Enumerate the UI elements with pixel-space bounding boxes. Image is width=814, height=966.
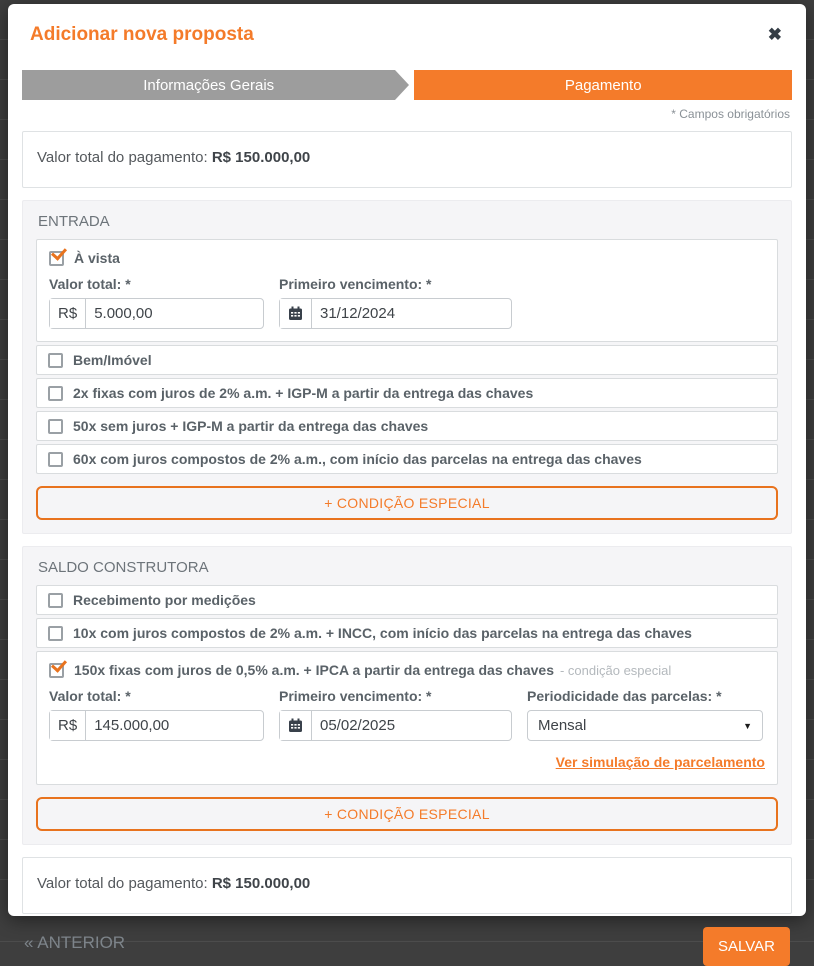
- valor-total-input[interactable]: [86, 717, 263, 734]
- tab-pagamento[interactable]: [414, 70, 792, 100]
- payment-total-value: R$ 150.000,00: [211, 149, 311, 166]
- field-label: Valor total: *: [49, 688, 131, 704]
- field-valor-total: [49, 266, 264, 329]
- calendar-icon[interactable]: [280, 299, 312, 328]
- option-label: 150x fixas com juros de 0,5% a.m. + IPCA a partir da entrega das chaves - condição especial: [74, 662, 672, 678]
- field-valor-total: [49, 678, 264, 741]
- save-button[interactable]: SALVAR: [703, 927, 790, 966]
- checkbox[interactable]: [48, 452, 63, 467]
- payment-total-top: [22, 131, 792, 188]
- close-icon[interactable]: ✖: [767, 25, 782, 44]
- page-title: Adicionar nova proposta: [30, 24, 254, 45]
- option-fields: [49, 678, 765, 741]
- currency-addon: R$: [50, 299, 86, 328]
- modal-footer: [22, 927, 792, 966]
- option-label: 2x fixas com juros de 2% a.m. + IGP-M a partir da entrega das chaves: [73, 385, 534, 401]
- periodicidade-select[interactable]: [527, 710, 763, 741]
- checkbox[interactable]: [48, 386, 63, 401]
- saldo-option-medicoes[interactable]: [36, 585, 778, 615]
- vencimento-input[interactable]: [312, 717, 511, 734]
- section-saldo-construtora: [22, 546, 792, 845]
- field-primeiro-vencimento: [279, 266, 512, 329]
- previous-step-link[interactable]: « ANTERIOR: [24, 933, 126, 952]
- add-proposal-modal: [8, 4, 806, 955]
- field-label: Periodicidade das parcelas: *: [527, 688, 722, 704]
- entrada-option-60x-juros-compostos[interactable]: [36, 444, 778, 474]
- saldo-option-150x-ipca: [36, 651, 778, 785]
- checkbox[interactable]: [48, 593, 63, 608]
- option-header[interactable]: [49, 660, 765, 678]
- special-condition-tag: - condição especial: [559, 663, 672, 678]
- selected-option: Mensal: [538, 717, 587, 734]
- field-periodicidade: [527, 678, 763, 741]
- entrada-option-2x-fixas[interactable]: [36, 378, 778, 408]
- option-label: Recebimento por medições: [73, 592, 256, 608]
- option-label: 10x com juros compostos de 2% a.m. + INCC, com início das parcelas na entrega das chaves: [73, 625, 692, 641]
- currency-addon: R$: [50, 711, 86, 740]
- field-label: Primeiro vencimento: *: [279, 688, 432, 704]
- entrada-option-bem-imovel[interactable]: [36, 345, 778, 375]
- calendar-icon[interactable]: [280, 711, 312, 740]
- tab-informacoes-gerais[interactable]: [22, 70, 395, 100]
- section-title: SALDO CONSTRUTORA: [38, 559, 209, 576]
- option-label: À vista: [74, 250, 120, 266]
- step-label: Informações Gerais: [143, 76, 275, 94]
- simulation-link[interactable]: Ver simulação de parcelamento: [555, 754, 765, 770]
- section-entrada: [22, 200, 792, 534]
- option-label: Bem/Imóvel: [73, 352, 152, 368]
- checkbox[interactable]: [48, 353, 63, 368]
- field-primeiro-vencimento: [279, 678, 512, 741]
- option-label: 50x sem juros + IGP-M a partir da entrega das chaves: [73, 418, 429, 434]
- required-fields-note: * Campos obrigatórios: [671, 107, 790, 121]
- vencimento-input-group: [279, 710, 512, 741]
- vencimento-input-group: [279, 298, 512, 329]
- checkbox-checked[interactable]: [49, 663, 64, 678]
- option-fields: [49, 266, 765, 329]
- payment-total-bottom: [22, 857, 792, 914]
- option-label: 60x com juros compostos de 2% a.m., com início das parcelas na entrega das chaves: [73, 451, 642, 467]
- field-label: Primeiro vencimento: *: [279, 276, 432, 292]
- add-special-condition-button[interactable]: + CONDIÇÃO ESPECIAL: [36, 797, 778, 831]
- valor-total-input[interactable]: [86, 305, 263, 322]
- payment-total-label: Valor total do pagamento:: [37, 875, 208, 892]
- field-label: Valor total: *: [49, 276, 131, 292]
- saldo-option-10x-incc[interactable]: [36, 618, 778, 648]
- vencimento-input[interactable]: [312, 305, 511, 322]
- valor-total-input-group: [49, 298, 264, 329]
- checkbox-checked[interactable]: [49, 251, 64, 266]
- chevron-down-icon: ▼: [743, 720, 752, 731]
- payment-total-label: Valor total do pagamento:: [37, 149, 208, 166]
- section-title: ENTRADA: [38, 213, 110, 230]
- checkbox[interactable]: [48, 419, 63, 434]
- checkbox[interactable]: [48, 626, 63, 641]
- step-label: Pagamento: [564, 76, 642, 94]
- entrada-option-avista: [36, 239, 778, 342]
- modal-header: [22, 4, 792, 46]
- valor-total-input-group: [49, 710, 264, 741]
- add-special-condition-button[interactable]: + CONDIÇÃO ESPECIAL: [36, 486, 778, 520]
- wizard-stepper: [22, 70, 792, 100]
- simulation-link-row: [49, 754, 765, 772]
- entrada-option-50x-sem-juros[interactable]: [36, 411, 778, 441]
- option-header[interactable]: [49, 248, 765, 266]
- payment-total-value: R$ 150.000,00: [211, 875, 311, 892]
